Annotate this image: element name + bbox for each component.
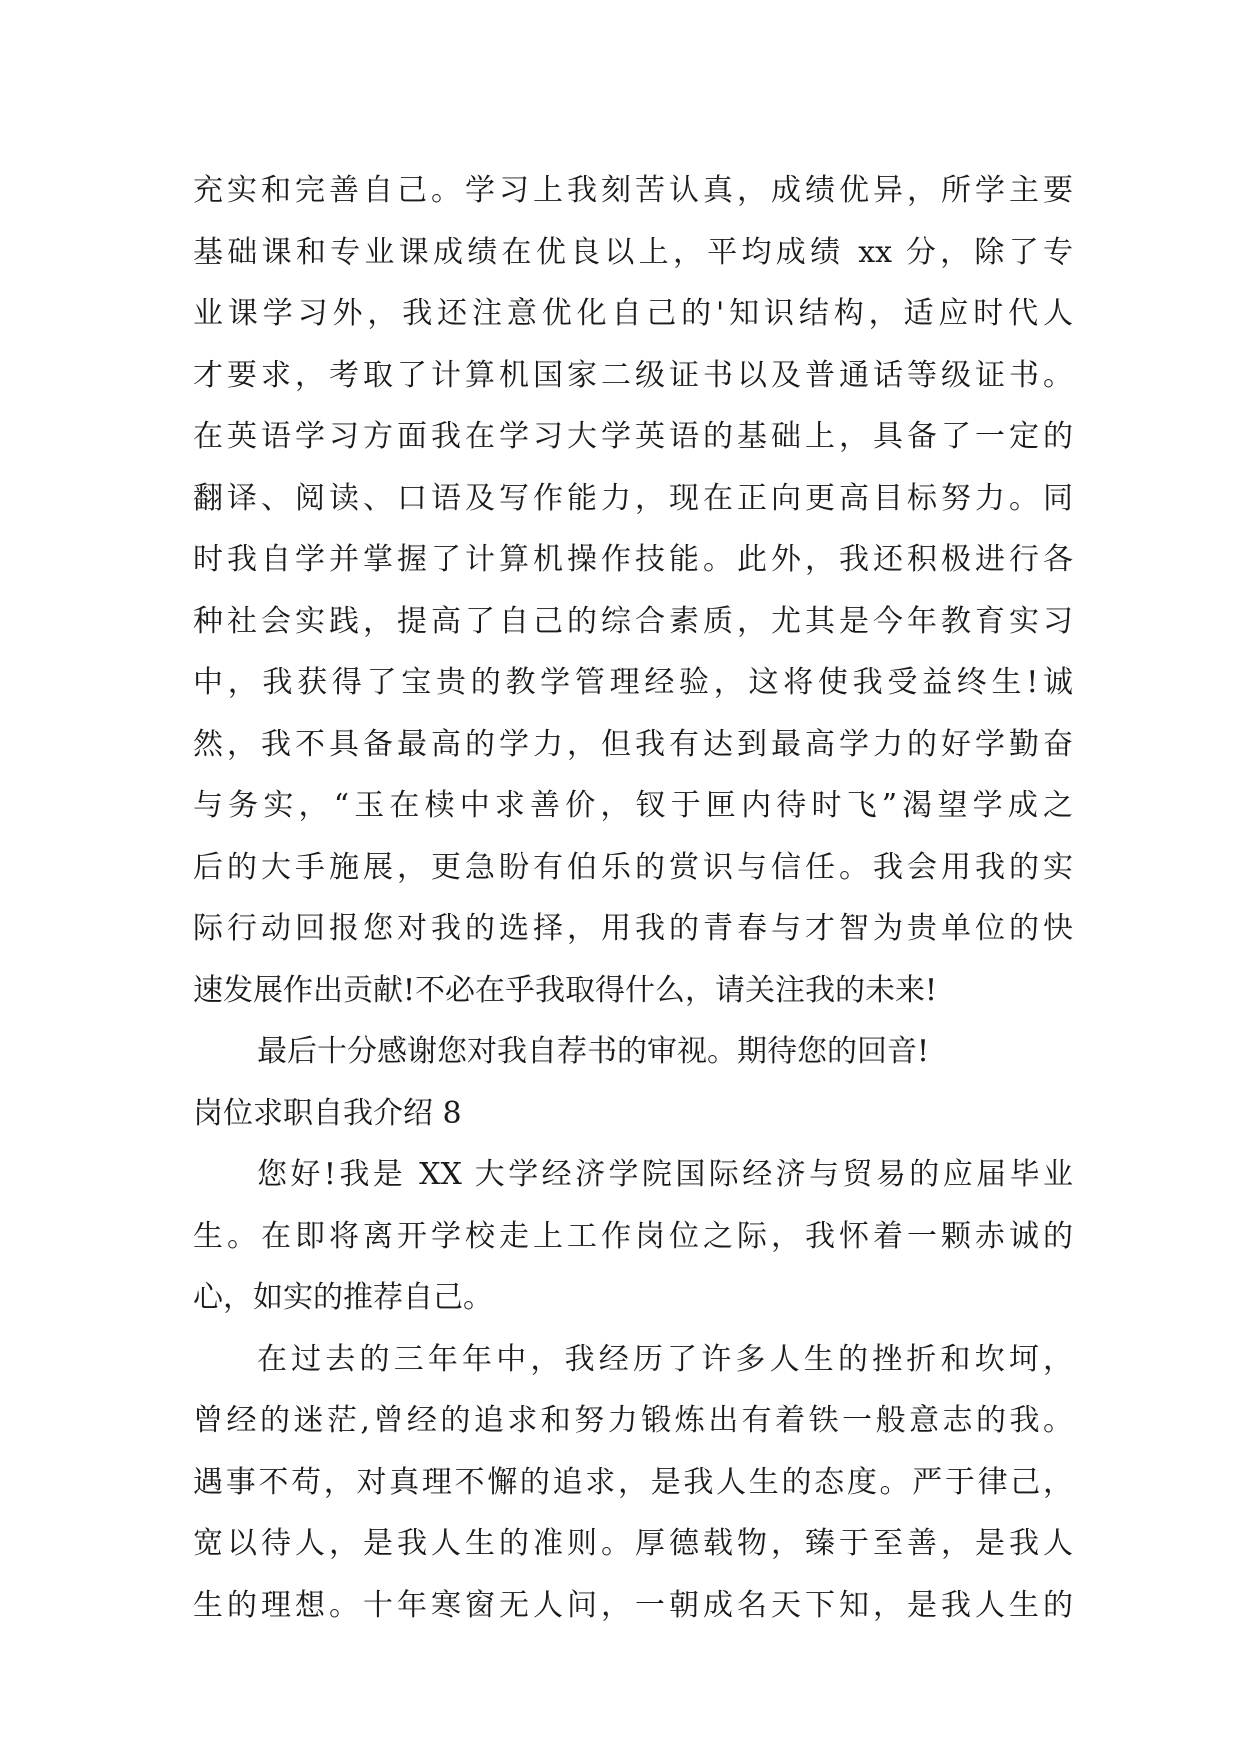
paragraph-self-improvement [193, 160, 1073, 1021]
text-line: 中，我获得了宝贵的教学管理经验，这将使我受益终生!诚 [193, 665, 1073, 700]
text-line: 心，如实的推荐自己。 [193, 1280, 493, 1315]
text-line: 才要求，考取了计算机国家二级证书以及普通话等级证书。 [193, 357, 1073, 393]
text-line: 生的理想。十年寒窗无人问，一朝成名天下知，是我人生的 [193, 1587, 1073, 1623]
text-line: 曾经的迷茫,曾经的追求和努力锻炼出有着铁一般意志的我。 [193, 1403, 1073, 1438]
text-line: 在英语学习方面我在学习大学英语的基础上，具备了一定的 [193, 419, 1073, 454]
text-line: 翻译、阅读、口语及写作能力，现在正向更高目标努力。同 [193, 480, 1073, 516]
text-line: 充实和完善自己。学习上我刻苦认真，成绩优异，所学主要 [193, 173, 1073, 208]
text-line: 遇事不苟，对真理不懈的追求，是我人生的态度。严于律己， [193, 1464, 1073, 1500]
document-body [193, 160, 1073, 1636]
paragraph-greeting [193, 1144, 1073, 1329]
text-line: 与务实，“玉在椟中求善价，钗于匣内待时飞”渴望学成之 [193, 788, 1073, 823]
text-line: 后的大手施展，更急盼有伯乐的赏识与信任。我会用我的实 [193, 849, 1073, 885]
paragraph-experience [193, 1329, 1073, 1637]
text-line: 宽以待人，是我人生的准则。厚德载物，臻于至善，是我人 [193, 1526, 1073, 1561]
text-line: 基础课和专业课成绩在优良以上，平均成绩 xx 分，除了专 [193, 234, 1073, 270]
text-line: 种社会实践，提高了自己的综合素质，尤其是今年教育实习 [193, 603, 1073, 639]
text-line: 然，我不具备最高的学力，但我有达到最高学力的好学勤奋 [193, 726, 1073, 762]
text-line: 生。在即将离开学校走上工作岗位之际，我怀着一颗赤诚的 [193, 1218, 1073, 1254]
text-line: 时我自学并掌握了计算机操作技能。此外，我还积极进行各 [193, 542, 1073, 577]
text-line: 业课学习外，我还注意优化自己的'知识结构，适应时代人 [193, 296, 1073, 331]
section-heading: 岗位求职自我介绍 8 [193, 1095, 462, 1131]
text-line: 在过去的三年年中，我经历了许多人生的挫折和坎坷， [257, 1341, 1073, 1377]
text-line: 速发展作出贡献!不必在乎我取得什么，请关注我的未来! [193, 972, 938, 1008]
paragraph-closing-thanks [193, 1021, 1073, 1083]
text-line: 际行动回报您对我的选择，用我的青春与才智为贵单位的快 [193, 911, 1073, 946]
text-line: 最后十分感谢您对我自荐书的审视。期待您的回音! [257, 1034, 930, 1069]
text-line: 您好!我是 XX 大学经济学院国际经济与贸易的应届毕业 [257, 1157, 1073, 1192]
